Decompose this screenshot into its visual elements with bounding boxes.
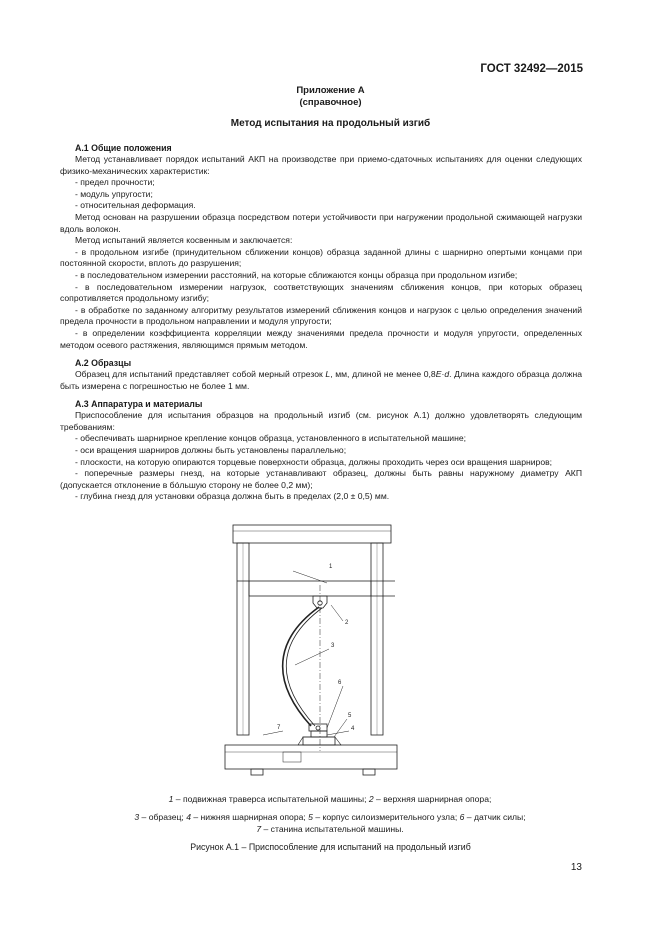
list-item: - в определении коэффициента корреляции между значениями предела прочности и модуля упругости, определенных методом осевого растяжения, являющимся прямым методом. bbox=[60, 327, 582, 350]
symbol-e: E bbox=[435, 369, 442, 380]
load-cell-housing bbox=[303, 737, 335, 745]
label-2: 2 bbox=[345, 620, 349, 626]
list-item: - относительная деформация. bbox=[75, 200, 196, 211]
legend-text: – верхняя шарнирная опора; bbox=[373, 794, 492, 804]
label-6: 6 bbox=[338, 680, 342, 686]
section-a3-heading: А.3 Аппаратура и материалы bbox=[75, 399, 203, 410]
document-body bbox=[60, 142, 582, 503]
force-sensor bbox=[311, 731, 327, 737]
symbol-d: d bbox=[444, 369, 450, 380]
text-run: , мм, длиной не менее 0,8 bbox=[330, 369, 436, 380]
list-item: - обеспечивать шарнирное крепление концов образца, установленного в испытательной машине; bbox=[75, 433, 467, 444]
legend-num: 3 bbox=[134, 812, 140, 822]
legend-text: – корпус силоизмерительного узла; bbox=[312, 812, 460, 822]
list-item: - в продольном изгибе (принудительном сближении концов) образца заданной длины с шарнирно опертыми концами при постоянной скорости, вплоть до разрушения; bbox=[60, 246, 582, 269]
label-7: 7 bbox=[277, 725, 281, 731]
legend-num: 2 bbox=[368, 794, 374, 804]
list-item: - предел прочности; bbox=[75, 177, 155, 188]
label-5: 5 bbox=[348, 713, 352, 719]
annex-heading bbox=[0, 85, 661, 109]
foot bbox=[363, 769, 375, 775]
legend-text: – образец; bbox=[139, 812, 187, 822]
list-item: - оси вращения шарниров должны быть установлены параллельно; bbox=[75, 445, 347, 456]
legend-text: – датчик силы; bbox=[464, 812, 526, 822]
list-item: - в последовательном измерении нагрузок, соответствующих значениям сближения концов, при которых образец сопротивляется продольному изгибу; bbox=[60, 281, 582, 304]
paragraph: Метод устанавливает порядок испытаний АКП на производстве при приемо-сдаточных испытаниях для оценки следующих физико-механических характеристик: bbox=[60, 154, 582, 176]
legend-text: – подвижная траверса испытательной машины; bbox=[173, 794, 369, 804]
top-plate bbox=[233, 525, 391, 543]
legend-num: 1 bbox=[168, 794, 174, 804]
legend-num: 5 bbox=[308, 812, 313, 822]
label-3: 3 bbox=[331, 643, 335, 649]
foot bbox=[251, 769, 263, 775]
symbol-length: L bbox=[325, 369, 331, 380]
list-item: - в последовательном измерении расстояний, на которые сближаются концы образца при продольном изгибе; bbox=[75, 269, 518, 280]
machine-frame bbox=[225, 745, 397, 769]
label-1: 1 bbox=[329, 564, 333, 570]
section-a2-heading: А.2 Образцы bbox=[75, 358, 132, 369]
text-run: Образец для испытаний представляет собой мерный отрезок bbox=[75, 369, 326, 380]
legend-text: – станина испытательной машины. bbox=[261, 823, 404, 834]
paragraph: Приспособление для испытания образцов на продольный изгиб (см. рисунок А.1) должно удовлетворять следующим требованиям: bbox=[60, 410, 582, 432]
test-fixture-drawing bbox=[223, 523, 403, 788]
figure-legend-line1 bbox=[60, 794, 600, 806]
method-title: Метод испытания на продольный изгиб bbox=[230, 118, 431, 129]
label-4: 4 bbox=[351, 726, 355, 732]
text-run: . Длина каждого образца должна быть измерена с погрешностью не более 1 мм. bbox=[60, 369, 583, 391]
legend-num: 7 bbox=[256, 823, 262, 834]
moving-crosshead bbox=[249, 581, 371, 596]
page-number: 13 bbox=[570, 862, 582, 873]
legend-num: 6 bbox=[459, 812, 465, 822]
paragraph: Метод основан на разрушении образца посредством потери устойчивости при нагружении продольной сжимающей нагрузки вдоль волокон. bbox=[60, 211, 582, 234]
list-item: - в обработке по заданному алгоритму результатов измерений сближения концов и нагрузок с целью определения значений предела прочности в продольном направлении и модуля упругости; bbox=[60, 304, 582, 327]
paragraph: Метод испытаний является косвенным и заключается: bbox=[75, 235, 293, 246]
legend-text: – нижняя шарнирная опора; bbox=[190, 812, 309, 822]
annex-type: (справочное) bbox=[299, 97, 362, 108]
figure-legend-line2 bbox=[60, 812, 600, 835]
list-item: - модуль упругости; bbox=[75, 188, 153, 199]
figure-title: Рисунок А.1 – Приспособление для испытаний на продольный изгиб bbox=[190, 842, 471, 852]
section-a1-heading: А.1 Общие положения bbox=[75, 143, 172, 153]
legend-num: 4 bbox=[186, 812, 191, 822]
dot-operator: · bbox=[441, 369, 445, 380]
list-item: - поперечные размеры гнезд, на которые устанавливают образец, должны быть равны наружному диаметру АКП (допускается отклонение в бóльшую сторону не более 0,2 мм); bbox=[60, 468, 582, 490]
list-item: - глубина гнезд для установки образца должна быть в пределах (2,0 ± 0,5) мм. bbox=[75, 491, 390, 502]
standard-number: ГОСТ 32492—2015 bbox=[480, 63, 583, 75]
list-item: - плоскости, на которую опираются торцевые поверхности образца, должны проходить через оси вращения шарниров; bbox=[75, 456, 553, 467]
paragraph bbox=[60, 369, 582, 392]
annex-title: Приложение А bbox=[296, 85, 365, 96]
